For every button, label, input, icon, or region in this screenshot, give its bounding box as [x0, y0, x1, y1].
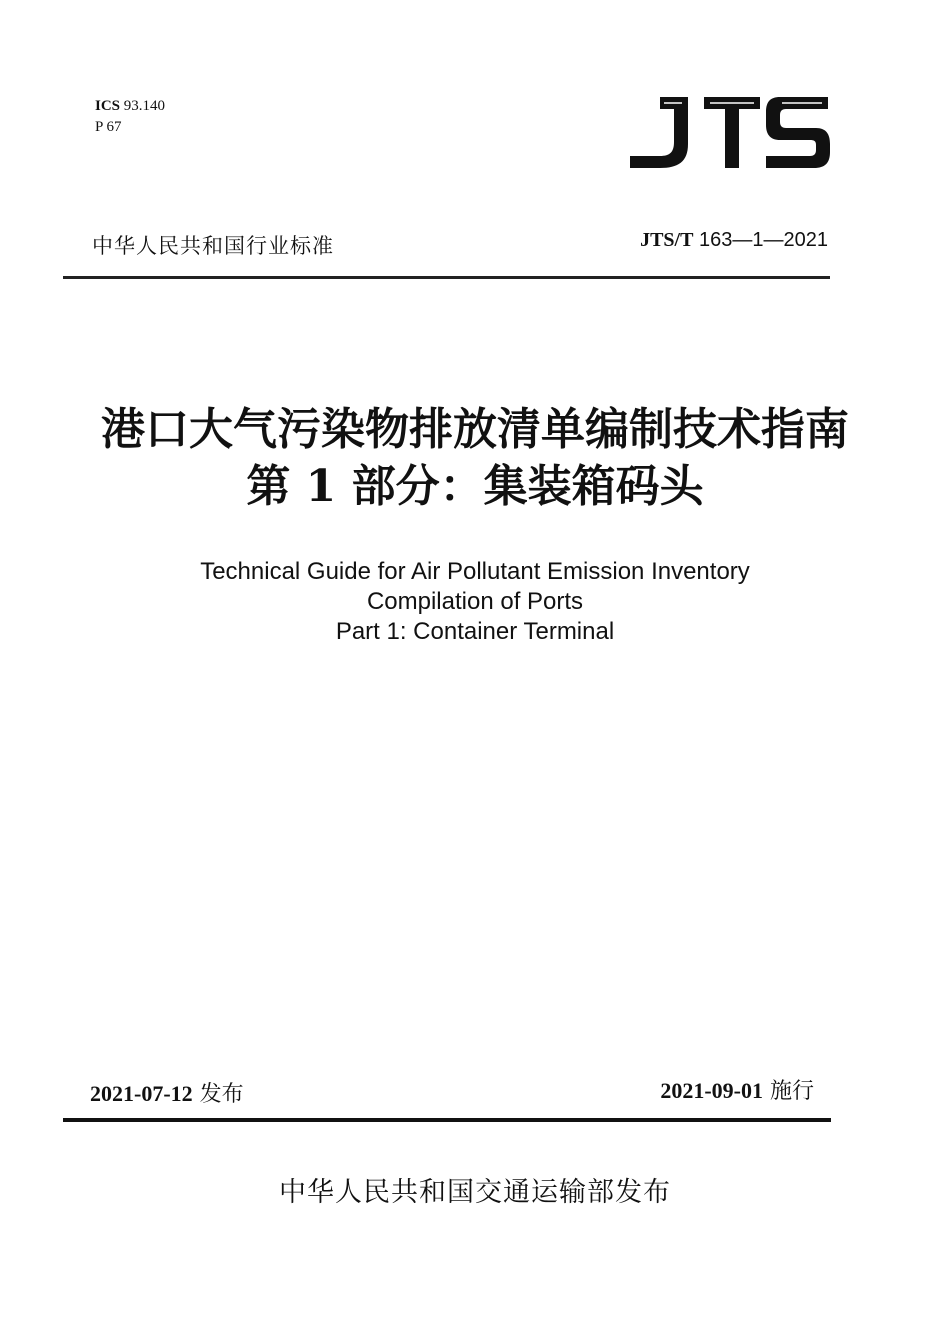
ics-value: 93.140	[123, 98, 166, 114]
implementation-date-label: 施行	[769, 1079, 814, 1104]
standard-number-prefix: JTS/T	[640, 229, 694, 251]
ics-label: ICS	[95, 98, 121, 114]
standard-category: 中华人民共和国行业标准	[92, 234, 334, 258]
title-en-line2: Compilation of Ports	[366, 588, 584, 615]
title-zh-line1: 港口大气污染物排放清单编制技术指南	[101, 404, 849, 455]
ics-code	[95, 96, 165, 117]
standard-number	[640, 229, 828, 252]
implementation-date-value: 2021-09-01	[660, 1078, 763, 1103]
bottom-divider	[63, 1118, 831, 1122]
issue-date-value: 2021-07-12	[90, 1081, 193, 1106]
issue-date	[90, 1077, 244, 1108]
title-en-line3: Part 1: Container Terminal	[335, 618, 615, 645]
top-divider	[63, 276, 830, 279]
publisher: 中华人民共和国交通运输部发布	[279, 1177, 671, 1208]
title-zh-line2: 第 1 部分：集装箱码头	[246, 461, 704, 512]
classification-codes	[95, 96, 165, 138]
class-code: P 67	[95, 119, 122, 135]
standard-number-value: 163—1—2021	[693, 229, 828, 251]
title-en-line1: Technical Guide for Air Pollutant Emission Inventory	[200, 558, 750, 585]
issue-date-label: 发布	[199, 1082, 244, 1107]
implementation-date	[660, 1074, 814, 1105]
jts-logo	[620, 92, 835, 172]
